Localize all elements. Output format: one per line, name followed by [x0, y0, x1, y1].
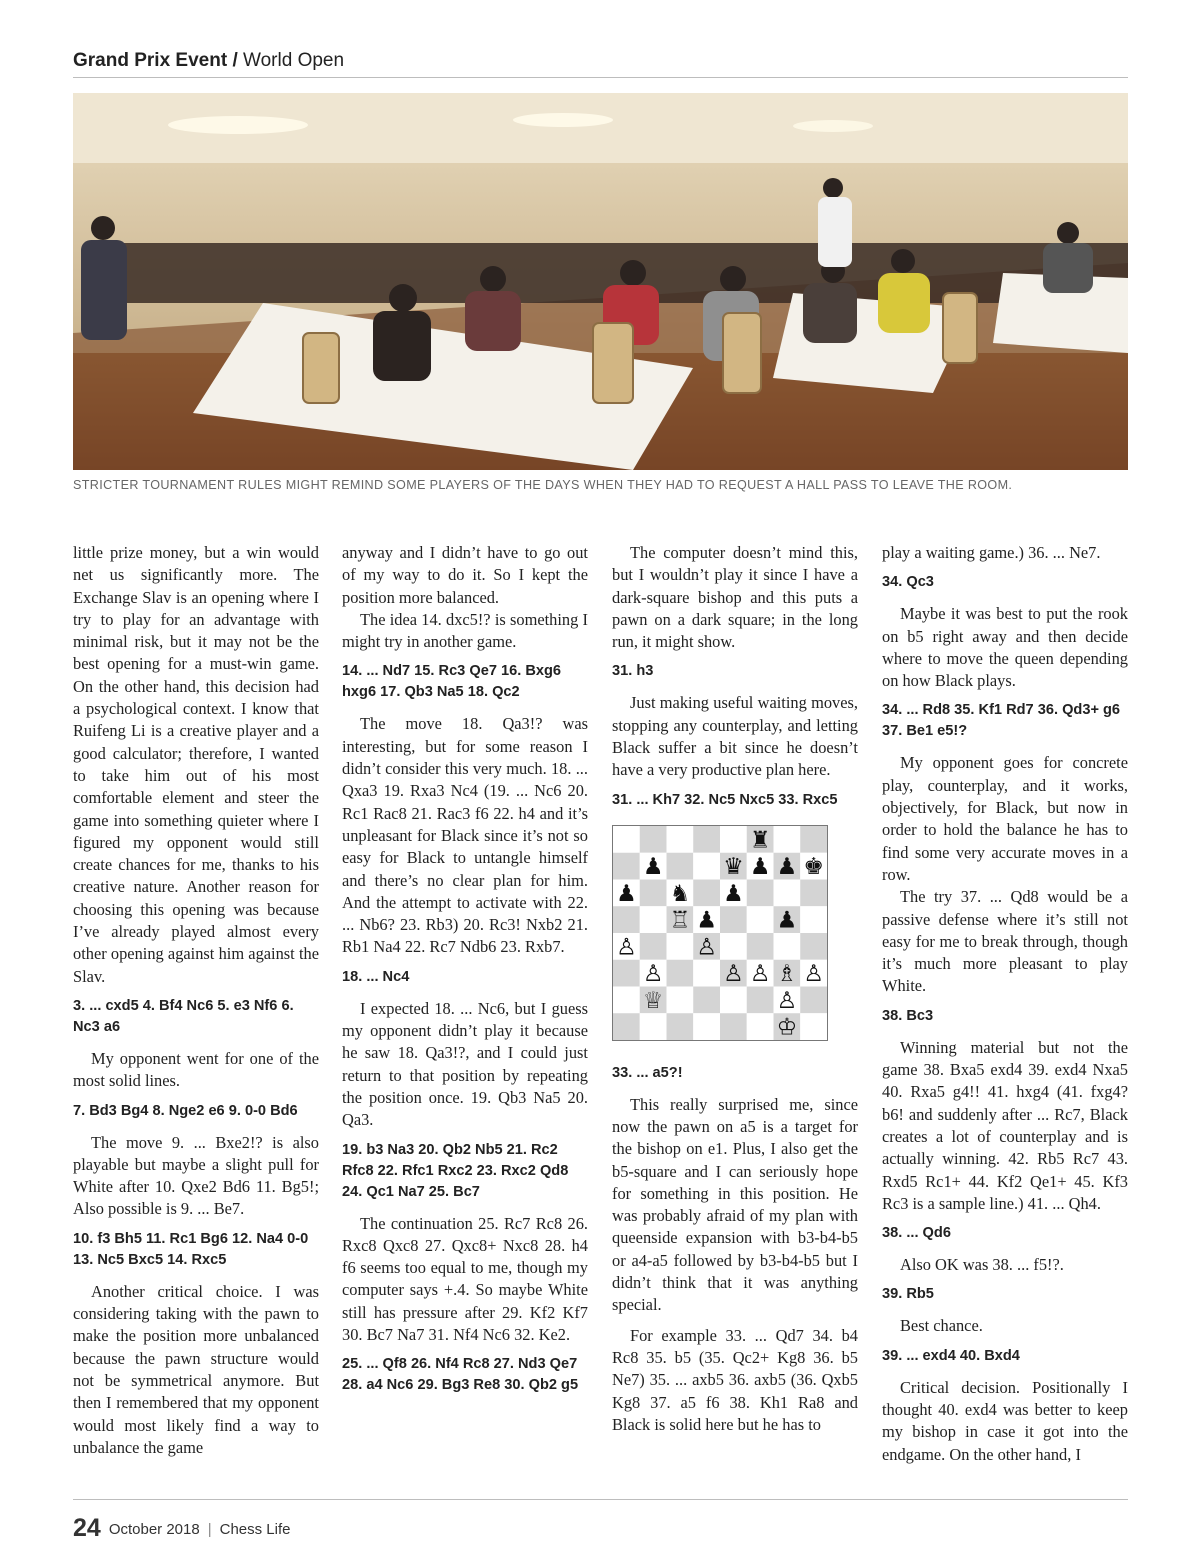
game-moves: 34. ... Rd8 35. Kf1 Rd7 36. Qd3+ g6 37. Be1 e5!? — [882, 702, 1121, 740]
chess-piece: ♟ — [642, 853, 664, 880]
chess-piece: ♙ — [616, 934, 637, 961]
game-moves: 39. ... exd4 40. Bxd4 — [882, 1347, 1020, 1364]
chess-piece: ♙ — [642, 960, 664, 987]
paragraph: My opponent goes for concrete play, counterplay, and it works, objectively, for Black, but now in order to hold the balance he has to find some very accurate moves in a row. — [882, 753, 1128, 884]
chess-piece: ♙ — [723, 960, 744, 987]
board-square — [747, 879, 774, 906]
game-moves: 25. ... Qf8 26. Nf4 Rc8 27. Nd3 Qe7 28. a4 Nc6 29. Bg3 Re8 30. Qb2 g5 — [342, 1356, 579, 1394]
paragraph: The computer doesn’t mind this, but I wouldn’t play it since I have a dark-square bishop and this puts a pawn on a dark square; in the long run, it might show. — [612, 543, 858, 652]
board-square — [667, 852, 694, 879]
chess-piece: ♕ — [642, 987, 664, 1014]
chess-piece: ♟ — [696, 907, 717, 934]
board-square — [747, 986, 774, 1013]
event-title: World Open — [243, 50, 345, 71]
paragraph: Also OK was 38. ... f5!?. — [900, 1255, 1064, 1275]
paragraph: Another critical choice. I was considering taking with the pawn to make the position more unbalanced because the pawn structure would not be symmetrical anymore. But then I remembered that my opponent would most likely find a way to unbalance the game — [73, 1281, 319, 1457]
paragraph: Winning material but not the game 38. Bxa5 exd4 39. exd4 Nxa5 40. Rxa5 g4!! 41. hxg4 (41. fxg4? b6! and suddenly after ... Rc7, Black creates a lot of counterplay and is actually winning. 42. Rb5 Rc7 43. Rxd5 Rc1+ 44. Kf2 Qe1+ 45. Kf3 Rc3 is a sample line.) 41. ... Qh4. — [882, 1037, 1128, 1213]
chess-piece: ♖ — [669, 907, 691, 934]
board-square — [774, 826, 801, 853]
board-square — [667, 826, 694, 853]
board-square — [667, 933, 694, 960]
game-moves: 14. ... Nd7 15. Rc3 Qe7 16. Bxg6 hxg6 17. Qb3 Na5 18. Qc2 — [342, 663, 562, 701]
board-square — [800, 986, 827, 1013]
issue-date: October 2018 — [108, 1521, 200, 1538]
game-moves: 39. Rb5 — [882, 1286, 934, 1303]
column-4 — [882, 542, 1128, 1487]
board-square — [774, 879, 801, 906]
board-square — [613, 826, 640, 853]
board-square — [800, 879, 827, 906]
paragraph: The move 18. Qa3!? was interesting, but for some reason I didn’t consider this very much. 18. ... Qxa3 19. Rxa3 Nc4 (19. ... Nc6 20. Rc1 Rac8 21. Rac3 f6 22. h4 and it’s unpleasant for Black since it’s not so easy for Black to untangle himself and there’s no clear plan for him. And the attempt to activate with 22. ... Nb6? 23. Rb3) 20. Rc3! Nxb2 21. Rb1 Na4 22. Rc7 Ndb6 23. Rxb7. — [342, 714, 588, 957]
chess-piece: ♗ — [776, 960, 798, 987]
board-square — [667, 959, 694, 986]
paragraph: Maybe it was best to put the rook on b5 right away and then decide where to move the queen depending on how Black plays. — [882, 604, 1128, 691]
paragraph: This really surprised me, since now the pawn on a5 is a target for the bishop on e1. Plus, I also get the b5-square and I can seriously hope for something in this position. He was probably afraid of my plan with queenside expansion with b3-b4-b5 or a4-a5 followed by b3-b4-b5 but I didn’t think that it was anything special. — [612, 1094, 858, 1315]
paragraph: play a waiting game.) 36. ... Ne7. — [882, 543, 1101, 562]
board-square — [613, 906, 640, 933]
game-moves: 31. ... Kh7 32. Nc5 Nxc5 33. Rxc5 — [612, 791, 838, 808]
chess-piece: ♔ — [776, 1014, 798, 1040]
board-square — [800, 933, 827, 960]
game-moves: 10. f3 Bh5 11. Rc1 Bg6 12. Na4 0-0 13. Nc5 Bxc5 14. Rxc5 — [73, 1230, 309, 1268]
paragraph: The continuation 25. Rc7 Rc8 26. Rxc8 Qxc8 27. Qxc8+ Nxc8 28. h4 f6 seems too equal to me, though my computer says +.4. So maybe White still has pressure after 29. Kf2 Kf7 30. Bc7 Na7 31. Nf4 Nc6 32. Ke2. — [342, 1213, 588, 1345]
board-square — [747, 933, 774, 960]
board-square — [613, 852, 640, 879]
game-moves: 31. h3 — [612, 663, 654, 680]
paragraph: For example 33. ... Qd7 34. b4 Rc8 35. b5 (35. Qc2+ Kg8 36. b5 Ne7) 35. ... axb5 36. axb5 (36. Qxb5 Kg8 37. a5 f6 38. Kh1 Ra8 and Black is solid here but he has to — [612, 1325, 858, 1434]
chess-piece: ♟ — [723, 880, 744, 907]
board-square — [693, 852, 720, 879]
game-moves: 38. Bc3 — [882, 1007, 934, 1024]
chess-piece: ♟ — [776, 853, 798, 880]
board-square — [640, 933, 667, 960]
game-moves: 18. ... Nc4 — [342, 968, 410, 985]
chess-piece: ♙ — [803, 960, 824, 987]
chess-piece: ♙ — [776, 987, 798, 1014]
board-square — [640, 879, 667, 906]
board-square — [747, 1013, 774, 1040]
paragraph: I expected 18. ... Nc6, but I guess my opponent didn’t play it because he saw 18. Qa3!?, and I could just return to that position by repeating the position once. 19. Qb3 Na5 20. Qa3. — [342, 998, 588, 1130]
board-square — [693, 959, 720, 986]
paragraph: Just making useful waiting moves, stopping any counterplay, and letting Black suffer a bit since he doesn’t have a very productive plan here. — [612, 693, 858, 780]
board-square — [640, 1013, 667, 1040]
chess-piece: ♚ — [803, 853, 824, 880]
board-square — [800, 826, 827, 853]
tournament-photo — [73, 93, 1128, 470]
chess-piece: ♛ — [723, 853, 744, 880]
section-title: Grand Prix Event — [73, 50, 228, 71]
column-2 — [342, 542, 588, 1487]
board-square — [720, 906, 747, 933]
header-slash: / — [227, 50, 244, 71]
chess-diagram — [612, 825, 828, 1041]
game-moves: 19. b3 Na3 20. Qb2 Nb5 21. Rc2 Rfc8 22. Rfc1 Rxc2 23. Rxc2 Qd8 24. Qc1 Na7 25. Bc7 — [342, 1141, 569, 1200]
board-square — [693, 986, 720, 1013]
board-square — [720, 1013, 747, 1040]
paragraph: The idea 14. dxc5!? is something I might try in another game. — [342, 609, 588, 652]
board-square — [693, 826, 720, 853]
board-square — [800, 906, 827, 933]
chess-piece: ♞ — [669, 880, 691, 907]
paragraph: The move 9. ... Bxe2!? is also playable but maybe a slight pull for White after 10. Qxe2 Bd6 11. Bg5!; Also possible is 9. ... Be7. — [73, 1132, 319, 1219]
chess-piece: ♟ — [616, 880, 637, 907]
column-1 — [73, 542, 319, 1487]
page-number: 24 — [73, 1514, 101, 1542]
photo-caption: STRICTER TOURNAMENT RULES MIGHT REMIND SOME PLAYERS OF THE DAYS WHEN THEY HAD TO REQUEST A HALL PASS TO LEAVE THE ROOM. — [73, 478, 1013, 492]
chess-piece: ♙ — [696, 934, 717, 961]
board-square — [667, 986, 694, 1013]
game-moves: 33. ... a5?! — [612, 1064, 683, 1081]
board-square — [667, 1013, 694, 1040]
board-square — [613, 959, 640, 986]
board-square — [693, 1013, 720, 1040]
running-header — [73, 50, 1128, 78]
game-moves: 38. ... Qd6 — [882, 1225, 951, 1242]
board-square — [720, 933, 747, 960]
game-moves: 7. Bd3 Bg4 8. Nge2 e6 9. 0-0 Bd6 — [73, 1102, 298, 1119]
board-square — [720, 986, 747, 1013]
board-square — [613, 986, 640, 1013]
paragraph: little prize money, but a win would net us significantly more. The Exchange Slav is an opening where I try to play for an advantage with minimal risk, but it may not be the best opening for a must-win game. On the other hand, this decision had a psychological context. I know that Ruifeng Li is a creative player and a good calculator; therefore, I wanted to take him out of his most comfortable element and steer the game into something quieter where I figured my opponent would still create chances for me, thanks to his creative nature. Another reason for choosing this opening was because I’ve already played almost every other opening against him against the Slav. — [73, 543, 319, 986]
paragraph: The try 37. ... Qd8 would be a passive defense where it’s still not easy for me to break through, though it’s much more pleasant to play White. — [882, 887, 1128, 996]
game-moves: 34. Qc3 — [882, 574, 934, 591]
magazine-name: Chess Life — [219, 1521, 291, 1538]
chess-piece: ♟ — [776, 907, 798, 934]
board-square — [640, 826, 667, 853]
board-square — [613, 1013, 640, 1040]
chess-piece: ♙ — [749, 960, 771, 987]
column-3 — [612, 542, 858, 1487]
paragraph: Best chance. — [900, 1316, 983, 1336]
paragraph: anyway and I didn’t have to go out of my way to do it. So I kept the position more balanced. — [342, 543, 588, 607]
footer-separator: | — [207, 1521, 212, 1538]
board-square — [747, 906, 774, 933]
paragraph: Critical decision. Positionally I thought 40. exd4 was better to keep my bishop in case it got into the endgame. On the other hand, I — [882, 1377, 1128, 1464]
board-square — [774, 933, 801, 960]
game-moves: 3. ... cxd5 4. Bf4 Nc6 5. e3 Nf6 6. Nc3 a6 — [73, 997, 294, 1035]
paragraph: My opponent went for one of the most solid lines. — [73, 1048, 319, 1091]
board-square — [640, 906, 667, 933]
board-square — [720, 826, 747, 853]
board-square — [800, 1013, 827, 1040]
board-square — [693, 879, 720, 906]
chess-piece: ♜ — [749, 827, 771, 854]
page-footer — [73, 1499, 1128, 1543]
chess-piece: ♟ — [749, 853, 771, 880]
